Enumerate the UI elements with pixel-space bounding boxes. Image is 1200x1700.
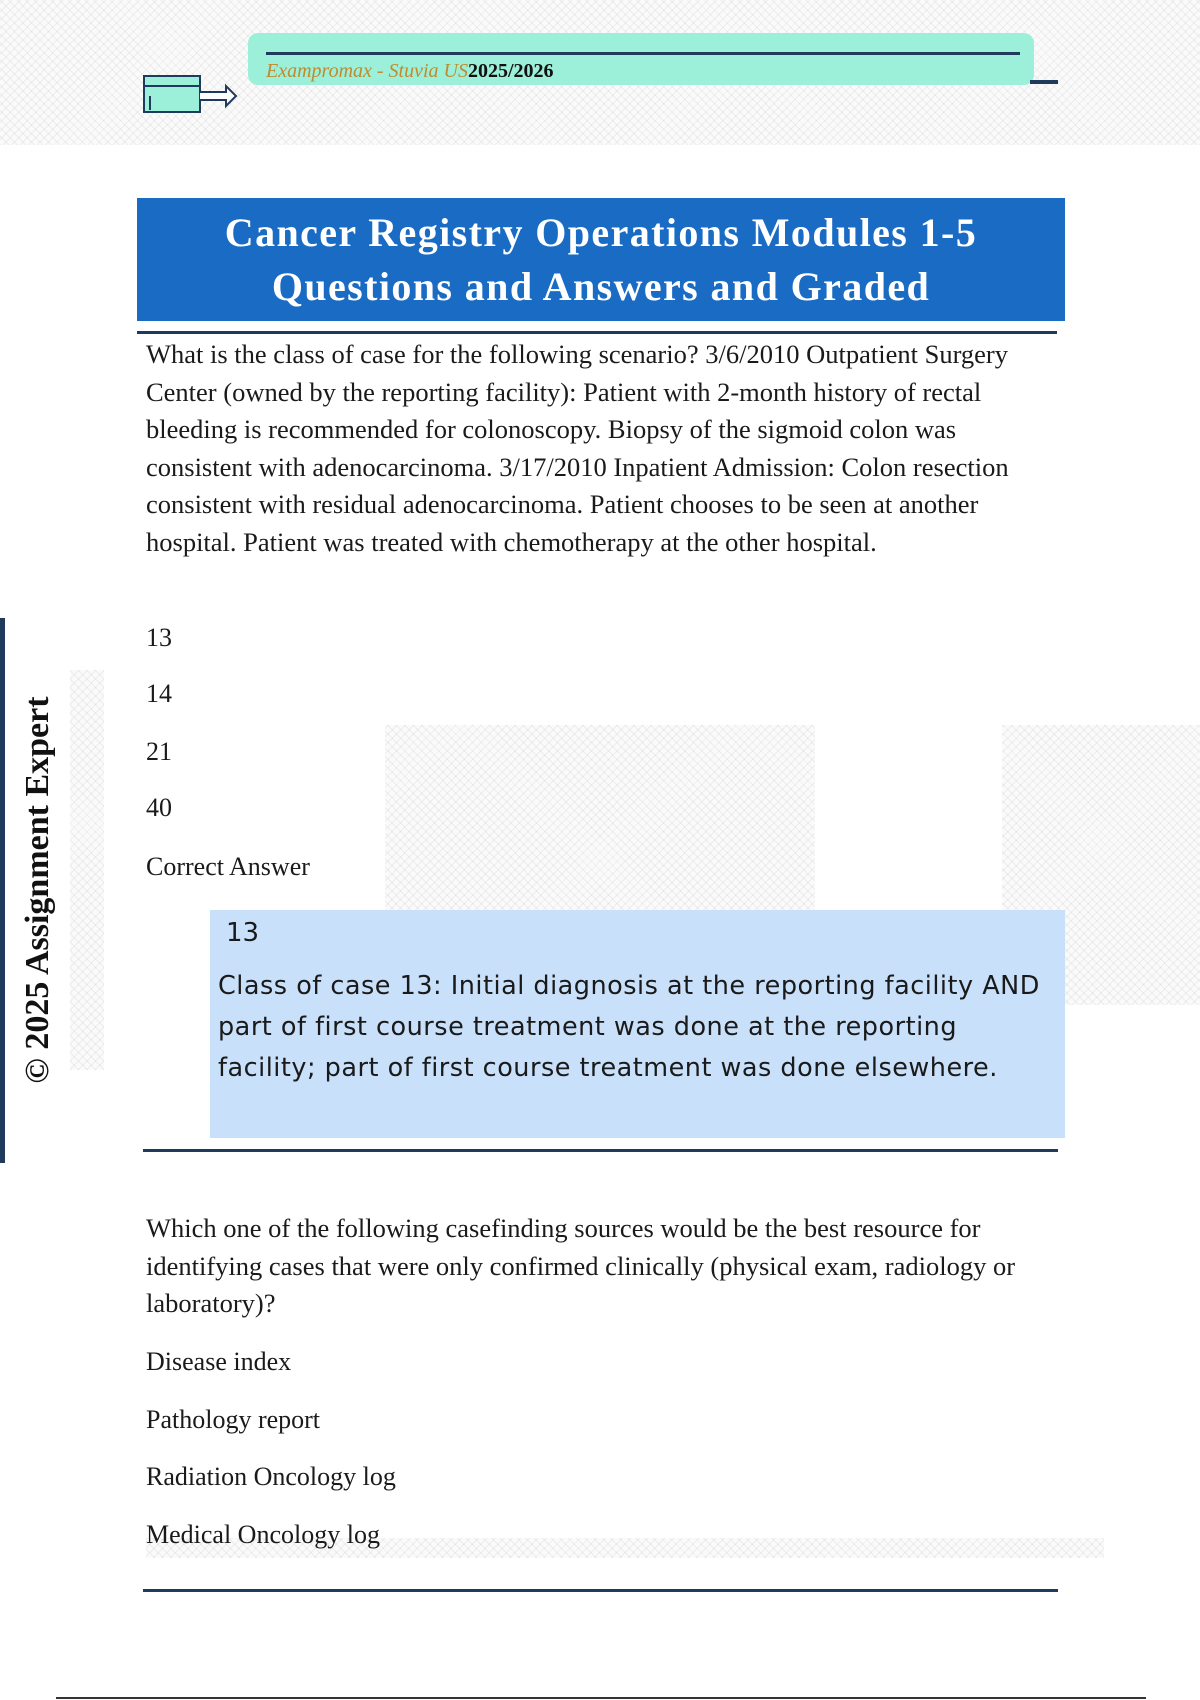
answer-value: 13 bbox=[226, 918, 260, 948]
question-divider bbox=[143, 1589, 1058, 1592]
header-rule bbox=[266, 52, 1020, 55]
question-divider bbox=[143, 1149, 1058, 1152]
question-1-text: What is the class of case for the following scenario? 3/6/2010 Outpatient Surgery Center (owned by the reporting facility): Patient with 2-month history of rectal bleeding is recommended for colonoscopy. Biopsy of the sigmoid colon was consistent with adenocarcinoma. 3/17/2010 Inpatient Admission: Colon resection consistent with residual adenocarcinoma. Patient chooses to be seen at another hospital. Patient was treated with chemotherapy at the other hospital. bbox=[146, 339, 1009, 557]
arrow-tab-icon bbox=[142, 72, 238, 116]
header-brand: Exampromax - Stuvia US bbox=[266, 60, 468, 82]
copyright-watermark: © 2025 Assignment Expert bbox=[19, 696, 56, 1084]
question-2-option-3: Radiation Oncology log bbox=[146, 1462, 396, 1491]
title-line-1: Cancer Registry Operations Modules 1-5 bbox=[224, 209, 978, 255]
question-2-option-2: Pathology report bbox=[146, 1405, 321, 1434]
question-2-option-1: Disease index bbox=[146, 1347, 292, 1376]
correct-answer-label: Correct Answer bbox=[146, 852, 310, 881]
question-2-option-4: Medical Oncology log bbox=[146, 1520, 380, 1549]
answer-explanation: Class of case 13: Initial diagnosis at the reporting facility AND part of first course treatment was done at the reporting facility; part of first course treatment was done elsewhere. bbox=[218, 971, 1040, 1083]
sidebar-watermark-faint bbox=[70, 670, 104, 1070]
question-1-option-1: 13 bbox=[146, 623, 172, 652]
question-1-option-4: 40 bbox=[146, 793, 172, 822]
sidebar-accent-bar bbox=[0, 618, 5, 1163]
footer-rule bbox=[56, 1697, 1146, 1699]
answer-box bbox=[210, 910, 1065, 1138]
question-1-option-2: 14 bbox=[146, 679, 172, 708]
document-title bbox=[137, 198, 1065, 321]
question-1-option-3: 21 bbox=[146, 737, 172, 766]
header-rule-tail bbox=[1030, 80, 1058, 84]
question-2-text: Which one of the following casefinding sources would be the best resource for identifying cases that were only confirmed clinically (physical exam, radiology or laboratory)? bbox=[146, 1213, 1016, 1318]
title-line-2: Questions and Answers and Graded bbox=[271, 263, 931, 309]
header-year: 2025/2026 bbox=[468, 60, 554, 82]
title-divider bbox=[137, 331, 1057, 334]
header-text bbox=[266, 60, 554, 83]
watermark-patch bbox=[385, 725, 815, 910]
